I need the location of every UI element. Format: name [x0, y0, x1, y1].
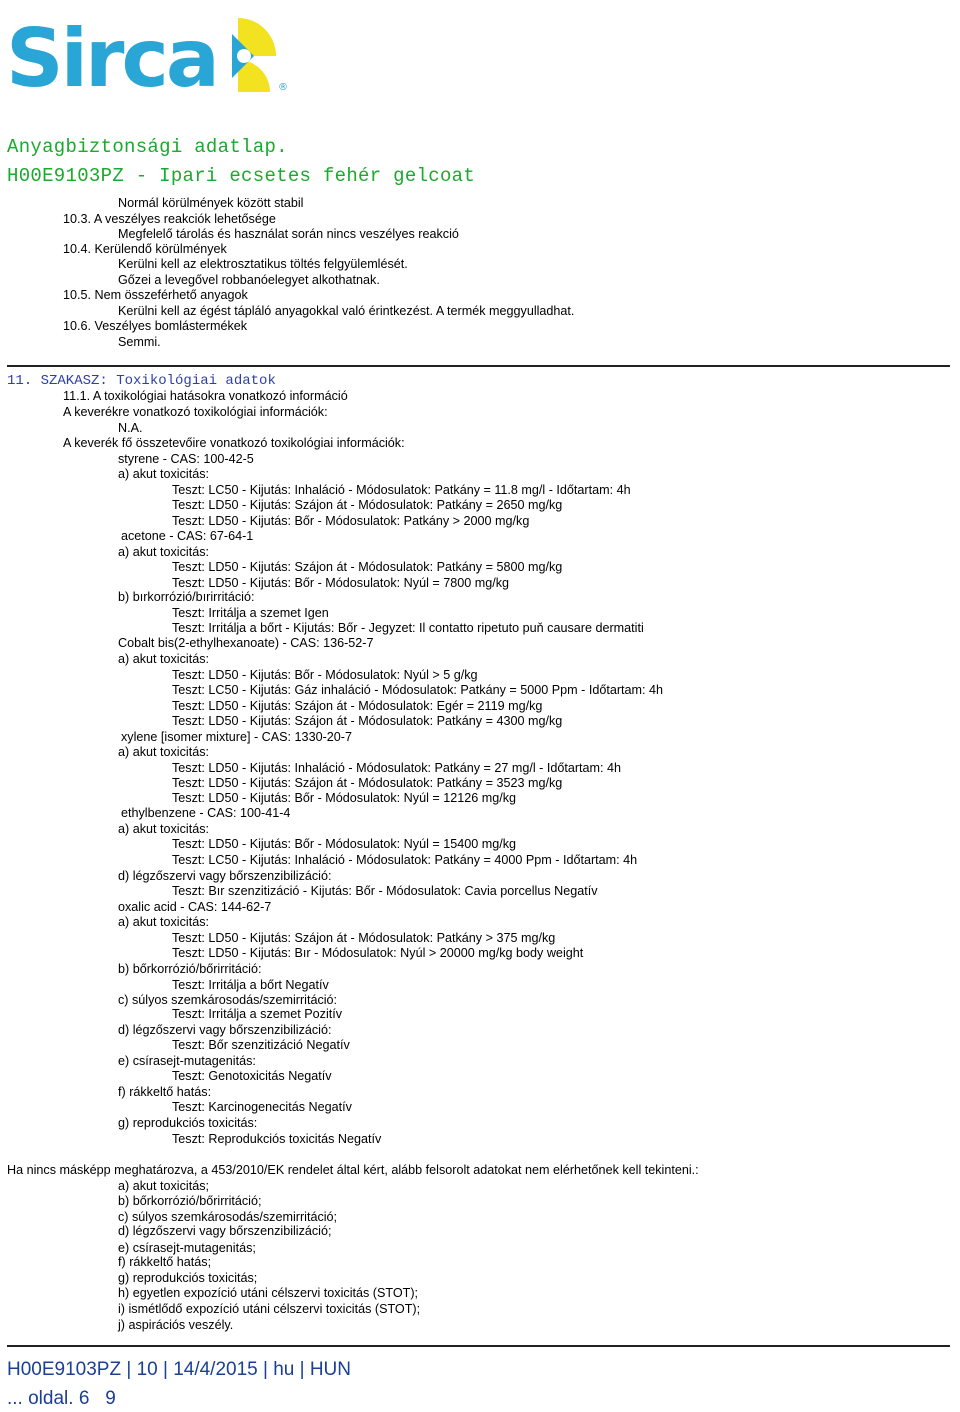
list-item: f) rákkeltő hatás; [118, 1255, 212, 1269]
hazard-heading: a) akut toxicitás: [118, 822, 209, 836]
test-result: Teszt: LC50 - Kijutás: Inhaláció - Módosulatok: Patkány = 11.8 mg/l - Időtartam: 4h [172, 483, 631, 497]
list-item: j) aspirációs veszély. [118, 1318, 234, 1332]
subsection-heading: 10.3. A veszélyes reakciók lehetősége [63, 212, 276, 226]
hazard-heading: c) súlyos szemkárosodás/szemirritáció: [118, 993, 338, 1007]
footer-page-info: ... oldal. 6 9 [7, 1388, 116, 1409]
text-line: A keverékre vonatkozó toxikológiai információk: [63, 405, 328, 419]
section-divider [7, 365, 950, 367]
test-result: Teszt: LD50 - Kijutás: Bőr - Módosulatok: Nyúl = 12126 mg/kg [172, 791, 517, 805]
hazard-heading: b) bırkorrózió/bırirritáció: [118, 590, 255, 604]
subsection-heading: 10.6. Veszélyes bomlástermékek [63, 319, 248, 333]
test-result: Teszt: LC50 - Kijutás: Gáz inhaláció - Módosulatok: Patkány = 5000 Ppm - Időtartam: 4h [172, 683, 664, 697]
test-result: Teszt: Genotoxicitás Negatív [172, 1069, 332, 1083]
test-result: Teszt: LD50 - Kijutás: Szájon át - Módosulatok: Egér = 2119 mg/kg [172, 699, 543, 713]
hazard-heading: a) akut toxicitás: [118, 745, 209, 759]
substance-heading: oxalic acid - CAS: 144-62-7 [118, 900, 272, 914]
test-result: Teszt: Irritálja a szemet Pozitív [172, 1007, 343, 1021]
hazard-heading: a) akut toxicitás: [118, 545, 209, 559]
hazard-heading: b) bőrkorrózió/bőrirritáció: [118, 962, 262, 976]
text-line: Semmi. [118, 335, 161, 349]
test-result: Teszt: LD50 - Kijutás: Bőr - Módosulatok: Nyúl = 7800 mg/kg [172, 576, 510, 590]
regulation-notice: Ha nincs másképp meghatározva, a 453/2010/EK rendelet által kért, alább felsorolt adatokat nem elérhetőnek kell tekinteni.: [7, 1163, 699, 1177]
substance-heading: acetone - CAS: 67-64-1 [121, 529, 254, 543]
list-item: c) súlyos szemkárosodás/szemirritáció; [118, 1210, 338, 1224]
footer-doc-info: H00E9103PZ | 10 | 14/4/2015 | hu | HUN [7, 1359, 352, 1380]
test-result: Teszt: LD50 - Kijutás: Szájon át - Módosulatok: Patkány > 375 mg/kg [172, 931, 556, 945]
list-item: i) ismétlődő expozíció utáni célszervi toxicitás (STOT); [118, 1302, 421, 1316]
test-result: Teszt: LD50 - Kijutás: Inhaláció - Módosulatok: Patkány = 27 mg/l - Időtartam: 4h [172, 761, 622, 775]
sirca-logo [6, 8, 288, 94]
hazard-heading: f) rákkeltő hatás: [118, 1085, 212, 1099]
hazard-heading: d) légzőszervi vagy bőrszenzibilizáció: [118, 869, 332, 883]
test-result: Teszt: LD50 - Kijutás: Bőr - Módosulatok: Nyúl > 5 g/kg [172, 668, 478, 682]
list-item: a) akut toxicitás; [118, 1179, 209, 1193]
hazard-heading: a) akut toxicitás: [118, 467, 209, 481]
test-result: Teszt: LD50 - Kijutás: Szájon át - Módosulatok: Patkány = 4300 mg/kg [172, 714, 563, 728]
test-result: Teszt: Irritálja a szemet Igen [172, 606, 329, 620]
product-title: H00E9103PZ - Ipari ecsetes fehér gelcoat [7, 165, 476, 187]
substance-heading: xylene [isomer mixture] - CAS: 1330-20-7 [121, 730, 352, 744]
hazard-heading: d) légzőszervi vagy bőrszenzibilizáció: [118, 1023, 332, 1037]
logo-wordmark: Sirca [6, 12, 217, 94]
list-item: e) csírasejt-mutagenitás; [118, 1241, 256, 1255]
subsection-heading: 10.5. Nem összeférhető anyagok [63, 288, 248, 302]
test-result: Teszt: LD50 - Kijutás: Szájon át - Módosulatok: Patkány = 2650 mg/kg [172, 498, 563, 512]
test-result: Teszt: LD50 - Kijutás: Bır - Módosulatok: Nyúl > 20000 mg/kg body weight [172, 946, 584, 960]
text-line: A keverék fő összetevőire vonatkozó toxikológiai információk: [63, 436, 405, 450]
test-result: Teszt: LC50 - Kijutás: Inhaláció - Módosulatok: Patkány = 4000 Ppm - Időtartam: 4h [172, 853, 638, 867]
test-result: Teszt: LD50 - Kijutás: Bőr - Módosulatok: Patkány > 2000 mg/kg [172, 514, 530, 528]
subsection-heading: 10.4. Kerülendő körülmények [63, 242, 227, 256]
test-result: Teszt: LD50 - Kijutás: Bőr - Módosulatok: Nyúl = 15400 mg/kg [172, 837, 517, 851]
test-result: Teszt: Irritálja a bőrt Negatív [172, 978, 329, 992]
text-line: Kerülni kell az elektrosztatikus töltés felgyülemlését. [118, 257, 408, 271]
list-item: b) bőrkorrózió/bőrirritáció; [118, 1194, 262, 1208]
substance-heading: ethylbenzene - CAS: 100-41-4 [121, 806, 291, 820]
registered-mark: ® [278, 82, 288, 93]
list-item: h) egyetlen expozíció utáni célszervi toxicitás (STOT); [118, 1286, 419, 1300]
text-line: Normál körülmények között stabil [118, 196, 304, 210]
text-line: N.A. [118, 421, 143, 435]
test-result: Teszt: Karcinogenecitás Negatív [172, 1100, 352, 1114]
substance-heading: Cobalt bis(2-ethylhexanoate) - CAS: 136-52-7 [118, 636, 374, 650]
test-result: Teszt: Reprodukciós toxicitás Negatív [172, 1132, 382, 1146]
text-line: Gőzei a levegővel robbanóelegyet alkothatnak. [118, 273, 380, 287]
hazard-heading: a) akut toxicitás: [118, 652, 209, 666]
subsection-heading: 11.1. A toxikológiai hatásokra vonatkozó információ [63, 389, 348, 403]
hazard-heading: e) csírasejt-mutagenitás: [118, 1054, 256, 1068]
footer-divider [7, 1345, 950, 1347]
list-item: g) reprodukciós toxicitás; [118, 1271, 258, 1285]
test-result: Teszt: Irritálja a bőrt - Kijutás: Bőr - Jegyzet: Il contatto ripetuto puň causare dermatiti [172, 621, 644, 635]
list-item: d) légzőszervi vagy bőrszenzibilizáció; [118, 1224, 332, 1238]
test-result: Teszt: LD50 - Kijutás: Szájon át - Módosulatok: Patkány = 5800 mg/kg [172, 560, 563, 574]
test-result: Teszt: LD50 - Kijutás: Szájon át - Módosulatok: Patkány = 3523 mg/kg [172, 776, 563, 790]
text-line: Megfelelő tárolás és használat során nincs veszélyes reakció [118, 227, 459, 241]
document-title: Anyagbiztonsági adatlap. [7, 136, 288, 158]
test-result: Teszt: Bőr szenzitizáció Negatív [172, 1038, 350, 1052]
hazard-heading: g) reprodukciós toxicitás: [118, 1116, 258, 1130]
test-result: Teszt: Bır szenzitizáció - Kijutás: Bőr - Módosulatok: Cavia porcellus Negatív [172, 884, 598, 898]
hazard-heading: a) akut toxicitás: [118, 915, 209, 929]
section-11-title: 11. SZAKASZ: Toxikológiai adatok [7, 373, 276, 389]
text-line: Kerülni kell az égést tápláló anyagokkal való érintkezést. A termék meggyulladhat. [118, 304, 575, 318]
sun-icon [232, 18, 276, 92]
substance-heading: styrene - CAS: 100-42-5 [118, 452, 254, 466]
